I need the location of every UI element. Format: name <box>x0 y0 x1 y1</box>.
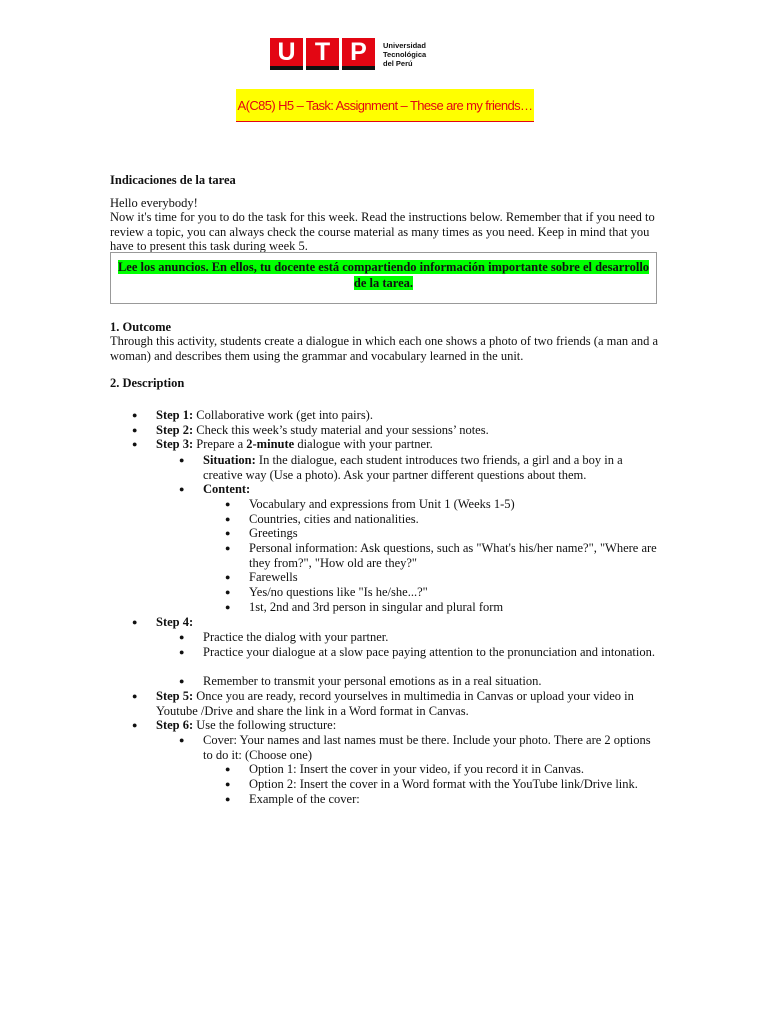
step-5: ● Step 5: Once you are ready, record yourselves in multimedia in Canvas or upload your video in Youtube /Drive and share the link in a Word format in Canvas. <box>132 689 634 718</box>
step-4-item: ● Remember to transmit your personal emotions as in a real situation. <box>179 674 542 688</box>
step-2: ● Step 2: Check this week’s study material and your sessions’ notes. <box>132 423 489 437</box>
greeting: Hello everybody! <box>110 196 198 210</box>
step-3-content: ● Content: <box>179 482 251 496</box>
utp-logo <box>270 38 426 70</box>
content-item: ● Countries, cities and nationalities. <box>225 512 419 526</box>
assignment-title: A(C85) H5 – Task: Assignment – These are my friends… <box>237 97 533 113</box>
step-1: ● Step 1: Collaborative work (get into pairs). <box>132 408 373 422</box>
content-item: ● Vocabulary and expressions from Unit 1 (Weeks 1-5) <box>225 497 515 511</box>
content-item: ● Personal information: Ask questions, such as "What's his/her name?", "Where are they from?", "How old are they?" <box>225 541 657 570</box>
notice-text: Lee los anuncios. En ellos, tu docente está compartiendo información importante sobre el desarrollo de la tarea. <box>117 260 650 290</box>
logo-letter-u: U <box>270 38 303 70</box>
description-heading: 2. Description <box>110 376 185 390</box>
logo-letter-t: T <box>306 38 339 70</box>
cover-option: ● Example of the cover: <box>225 792 360 806</box>
step-4-item: ● Practice the dialog with your partner. <box>179 630 389 644</box>
outcome-heading: 1. Outcome <box>110 320 172 334</box>
cover-option: ● Option 1: Insert the cover in your video, if you record it in Canvas. <box>225 762 584 776</box>
section-heading: Indicaciones de la tarea <box>110 173 236 187</box>
step-4-item: ● Practice your dialogue at a slow pace paying attention to the pronunciation and intonation. <box>179 645 655 659</box>
content-item: ● Greetings <box>225 526 298 540</box>
step-3-situation: ● Situation: In the dialogue, each student introduces two friends, a girl and a boy in a creative way (Use a photo). Ask your partner different questions about them. <box>179 453 623 482</box>
outcome-text: Through this activity, students create a dialogue in which each one shows a photo of two friends (a man and a woman) and describes them using the grammar and vocabulary learned in the unit. <box>110 334 658 363</box>
logo-letter-p: P <box>342 38 375 70</box>
logo-university-name: Universidad Tecnológica del Perú <box>383 40 427 68</box>
cover-option: ● Option 2: Insert the cover in a Word format with the YouTube link/Drive link. <box>225 777 638 791</box>
intro-paragraph: Now it's time for you to do the task for this week. Read the instructions below. Remember that if you need to review a topic, you can always check the course material as many times as you need. Keep in mind that you have to present this task during week 5. <box>110 210 655 254</box>
step-3: ● Step 3: Prepare a 2-minute dialogue with your partner. <box>132 437 433 451</box>
step-6-cover: ● Cover: Your names and last names must be there. Include your photo. There are 2 options to do it: (Choose one) <box>179 733 651 762</box>
content-item: ● Yes/no questions like "Is he/she...?" <box>225 585 428 599</box>
assignment-title-banner <box>236 89 534 122</box>
notice-box <box>110 252 657 304</box>
step-4: ● Step 4: <box>132 615 194 629</box>
content-item: ● 1st, 2nd and 3rd person in singular and plural form <box>225 600 504 614</box>
content-item: ● Farewells <box>225 570 298 584</box>
step-6: ● Step 6: Use the following structure: <box>132 718 337 732</box>
